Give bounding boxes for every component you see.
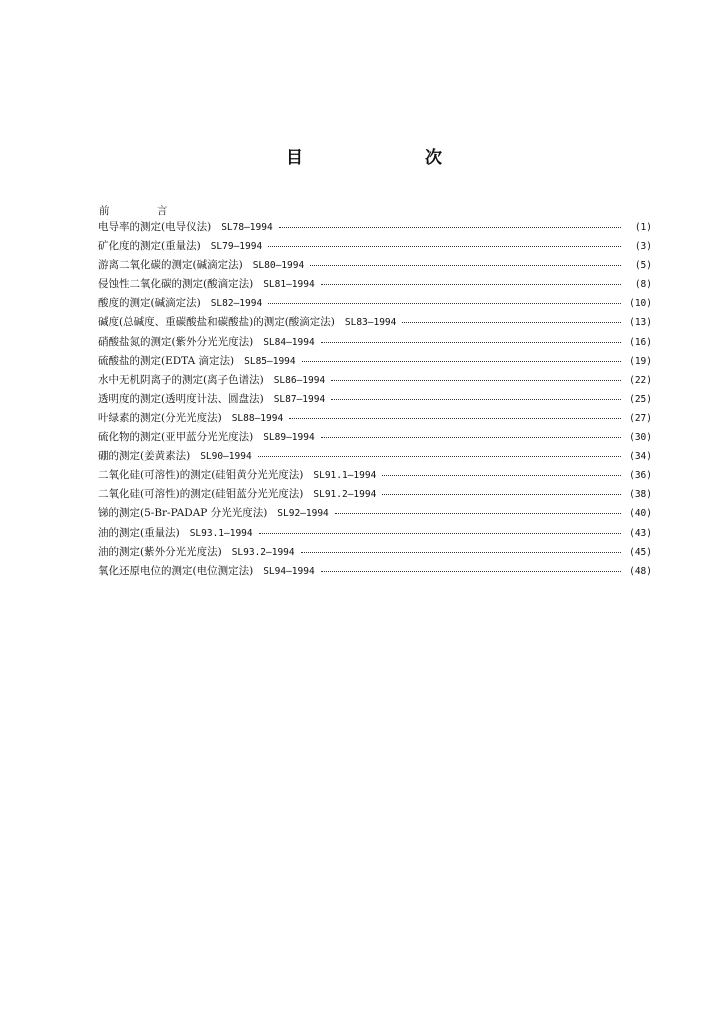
toc-leader-dots <box>321 571 621 572</box>
toc-leader-dots <box>289 418 621 419</box>
toc-entry-title: 二氧化硅(可溶性)的测定(硅钼蓝分光光度法) <box>98 488 304 501</box>
toc-entry-page-number: (25) <box>629 393 652 405</box>
toc-entry-page-number: (30) <box>629 432 652 444</box>
toc-entry-title: 水中无机阴离子的测定(离子色谱法) <box>98 373 264 386</box>
toc-entry-standard-code: SL92—1994 <box>277 508 329 520</box>
table-of-contents <box>98 219 652 582</box>
toc-entry-page-number: (36) <box>629 470 652 482</box>
toc-leader-dots <box>310 265 621 266</box>
toc-entry-standard-code: SL85—1994 <box>244 355 296 367</box>
toc-leader-dots <box>335 513 621 514</box>
toc-leader-dots <box>302 361 621 362</box>
toc-entry-title: 硫化物的测定(亚甲蓝分光光度法) <box>98 431 254 444</box>
toc-entry-page-number: (40) <box>629 508 652 520</box>
toc-entry-standard-code: SL94—1994 <box>263 565 315 577</box>
toc-leader-dots <box>321 342 621 343</box>
toc-entry-standard-code: SL90—1994 <box>200 451 252 463</box>
toc-leader-dots <box>258 456 621 457</box>
toc-entry <box>98 219 652 238</box>
toc-entry-page-number: (19) <box>629 355 652 367</box>
toc-entry <box>98 505 652 524</box>
toc-leader-dots <box>382 475 621 476</box>
toc-entry-standard-code: SL91.1—1994 <box>313 470 377 482</box>
toc-entry-standard-code: SL86—1994 <box>273 374 326 386</box>
toc-leader-dots <box>301 552 621 553</box>
toc-leader-dots <box>382 494 621 495</box>
toc-entry-title: 硝酸盐氮的测定(紫外分光光度法) <box>98 335 254 348</box>
toc-entry <box>98 525 652 544</box>
toc-entry-page-number: (13) <box>629 317 652 329</box>
toc-entry <box>98 276 652 295</box>
toc-entry <box>98 391 652 410</box>
toc-entry-page-number: (38) <box>629 489 652 501</box>
toc-leader-dots <box>268 246 621 247</box>
toc-leader-dots <box>321 284 621 285</box>
toc-leader-dots <box>279 227 621 228</box>
toc-entry-title: 酸度的测定(碱滴定法) <box>98 297 201 310</box>
preface-entry: 前 言 <box>99 205 190 217</box>
toc-entry <box>98 314 652 333</box>
toc-entry-title: 碱度(总碱度、重碳酸盐和碳酸盐)的测定(酸滴定法) <box>98 316 335 329</box>
toc-entry <box>98 544 652 563</box>
toc-entry-title: 二氧化硅(可溶性)的测定(硅钼黄分光光度法) <box>98 469 304 482</box>
toc-entry <box>98 372 652 391</box>
toc-entry-page-number: (3) <box>634 241 652 253</box>
toc-entry-standard-code: SL78—1994 <box>221 222 273 233</box>
toc-entry <box>98 429 652 448</box>
toc-entry-standard-code: SL83—1994 <box>344 317 397 329</box>
toc-entry-page-number: (16) <box>629 336 652 348</box>
toc-entry-title: 电导率的测定(电导仪法) <box>98 221 212 233</box>
toc-entry-page-number: (22) <box>629 374 652 386</box>
toc-entry <box>98 257 652 276</box>
toc-entry <box>98 295 652 314</box>
toc-entry <box>98 486 652 505</box>
toc-entry-page-number: (48) <box>629 565 652 577</box>
toc-entry <box>98 410 652 429</box>
toc-entry-standard-code: SL80—1994 <box>252 260 305 272</box>
toc-leader-dots <box>402 322 621 323</box>
toc-entry-title: 锑的测定(5-Br-PADAP 分光光度法) <box>98 507 268 520</box>
toc-leader-dots <box>331 380 621 381</box>
toc-entry-page-number: (27) <box>629 412 652 424</box>
toc-entry-page-number: (45) <box>629 546 652 558</box>
toc-entry-standard-code: SL87—1994 <box>273 393 326 405</box>
toc-entry-page-number: (34) <box>629 451 652 463</box>
toc-entry-title: 氧化还原电位的测定(电位测定法) <box>98 564 254 577</box>
toc-entry-standard-code: SL91.2—1994 <box>313 489 377 501</box>
toc-entry-title: 矿化度的测定(重量法) <box>98 240 201 253</box>
toc-leader-dots <box>321 437 621 438</box>
toc-entry <box>98 334 652 353</box>
toc-entry-page-number: (8) <box>634 279 652 291</box>
toc-entry <box>98 467 652 486</box>
toc-entry-standard-code: SL93.1—1994 <box>189 527 253 539</box>
toc-leader-dots <box>331 399 621 400</box>
toc-entry-standard-code: SL82—1994 <box>210 298 263 310</box>
toc-entry-title: 侵蚀性二氧化碳的测定(酸滴定法) <box>98 278 254 291</box>
toc-entry-standard-code: SL93.2—1994 <box>231 546 295 558</box>
toc-entry-title: 硫酸盐的测定(EDTA 滴定法) <box>98 354 235 367</box>
toc-entry-title: 游离二氧化碳的测定(碱滴定法) <box>98 259 243 272</box>
toc-leader-dots <box>268 303 621 304</box>
page-title: 目 次 <box>286 148 500 168</box>
toc-entry <box>98 353 652 372</box>
toc-entry-standard-code: SL89—1994 <box>263 432 315 444</box>
toc-entry <box>98 448 652 467</box>
toc-entry-title: 硼的测定(姜黄素法) <box>98 450 191 463</box>
toc-entry-standard-code: SL88—1994 <box>231 412 284 424</box>
toc-entry-standard-code: SL79—1994 <box>210 241 263 253</box>
toc-entry-page-number: (43) <box>629 527 652 539</box>
toc-entry-title: 透明度的测定(透明度计法、圆盘法) <box>98 392 264 405</box>
toc-entry <box>98 563 652 582</box>
toc-entry-title: 叶绿素的测定(分光光度法) <box>98 411 222 424</box>
toc-leader-dots <box>259 533 621 534</box>
toc-entry-page-number: (10) <box>629 298 652 310</box>
toc-entry-page-number: (1) <box>634 222 652 233</box>
toc-entry-title: 油的测定(重量法) <box>98 526 180 539</box>
toc-entry-standard-code: SL84—1994 <box>263 336 315 348</box>
toc-entry-page-number: (5) <box>634 260 652 272</box>
toc-entry-standard-code: SL81—1994 <box>263 279 315 291</box>
toc-entry-title: 油的测定(紫外分光光度法) <box>98 545 222 558</box>
toc-entry <box>98 238 652 257</box>
